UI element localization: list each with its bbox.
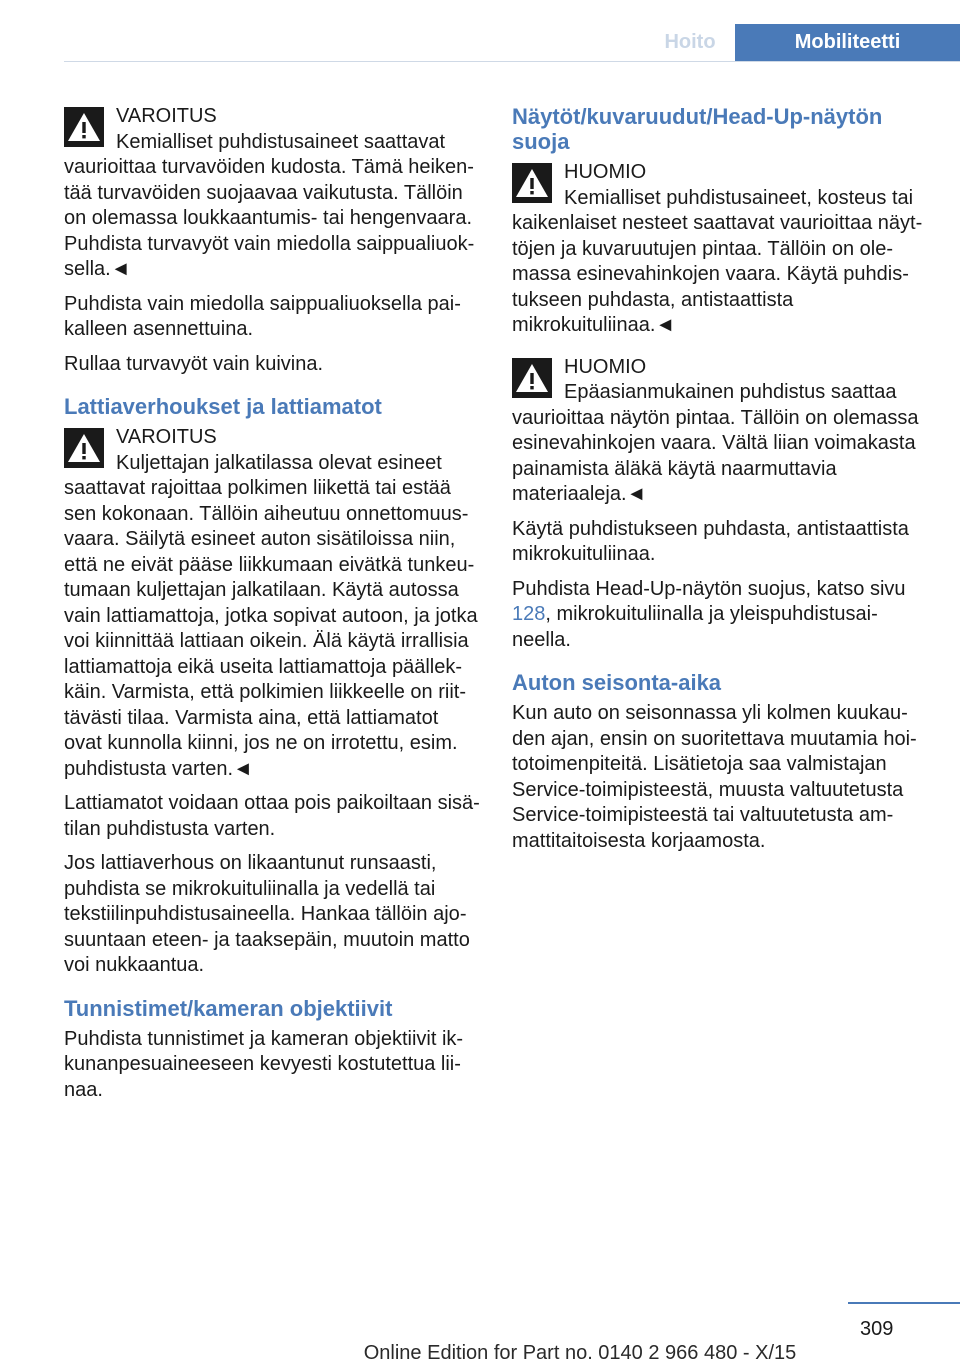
warning-label: VAROITUS [116,426,217,448]
warning-first-line: Kemialliset puhdistusaineet saattavat [116,130,446,153]
tab-hoito[interactable]: Hoito [664,31,716,53]
header-rule [64,61,960,62]
notice-label: HUOMIO [564,161,647,183]
warning-floor-mats [64,425,480,782]
paragraph-text: Puhdista Head-Up-näytön suojus, katso sivu [512,577,906,600]
paragraph: Jos lattiaverhous on likaantunut runsaasti, puhdista se mikrokuituliinalla ja vedellä tai tekstiilinpuhdistusaineella. Hankaa tällöin ajosuuntaan eteen- ja taaksepäin, muutoin matto voi nukkaantua. [64,852,470,976]
warning-label: VAROITUS [116,105,217,127]
warning-text: saattavat rajoittaa polkimen liikettä tai estää sen kokonaan. Tällöin aiheutuu onnettomuusvaara. Säilytä esineet auton sisätiloissa niin, että ne eivät pääse liikkumaan eivätkä tunkeutumaan kuljettajan jalkatilaan. Käytä autossa vain lattiamattoja, jotka sopivat autoon, ja jotka voi kiinnittää lattiaan oikein. Älä käytä irrallisia lattiamattoja eikä useita lattiamattoja päällekkäin. Varmista, että polkimien liikkeelle on riittävästi tilaa. Varmista aina, että lattiamatot ovat kunnolla kiinni, jos ne on irrotettu, esim. puhdistusta varten.◄ [64,477,478,780]
notice-label: HUOMIO [564,355,647,378]
section-heading-sensors: Tunnistimet/kameran objektiivit [64,995,393,1021]
notice-text: vaurioittaa näytön pintaa. Tällöin on olemassa esinevahinkojen vaara. Vältä liian voimakasta painamista äläkä käytä naarmuttavia materiaaleja.◄ [512,406,919,505]
paragraph: Käytä puhdistukseen puhdasta, antistaattista mikrokuituliinaa. [512,517,909,565]
section-heading-displays: Näytöt/kuvaruudut/Head-Up-näytön suoja [512,104,883,154]
notice-improper-cleaning [512,355,924,508]
paragraph-text: , mikrokuituliinalla ja yleispuhdistusaineella. [512,603,878,651]
paragraph: Puhdista tunnistimet ja kameran objektiivit ikkunanpesuaineeseen kevyesti kostutettua liinaa. [64,1027,464,1101]
section-heading-floor-mats: Lattiaverhoukset ja lattiamatot [64,394,382,419]
warning-text: vaurioittaa turvavöiden kudosta. Tämä heikentää turvavöiden suojaavaa vaikutusta. Tällöin on olemassa loukkaantumis- tai hengenvaara. Puhdista turvavyöt vain miedolla saippualiuoksella.◄ [64,156,475,280]
paragraph: Puhdista vain miedolla saippualiuoksella paikalleen asennettuina. [64,292,461,340]
left-column [64,104,480,1112]
notice-first-line: Kemialliset puhdistusaineet, kosteus tai [564,186,914,209]
notice-chemical-cleaners [512,160,924,339]
tab-mobiliteetti[interactable]: Mobiliteetti [735,24,960,61]
warning-triangle-icon [512,358,552,398]
footer-rule [848,1302,960,1304]
notice-first-line: Epäasianmukainen puhdistus saattaa [564,381,897,403]
warning-triangle-icon [512,163,552,203]
paragraph: Lattiamatot voidaan ottaa pois paikoiltaan sisätilan puhdistusta varten. [64,792,480,840]
section-heading-parking: Auton seisonta-aika [512,670,722,695]
warning-triangle-icon [64,428,104,468]
paragraph: Kun auto on seisonnassa yli kolmen kuukauden ajan, ensin on suoritettava muutamia hoitotoimenpiteitä. Lisätietoja saa valmistajan Service-toimipisteestä, muusta valtuutetusta Service-toimipisteestä tai valtuutetusta ammattitaitoisesta korjaamosta. [512,702,917,852]
paragraph: Rullaa turvavyöt vain kuivina. [64,352,324,375]
edition-text: Online Edition for Part no. 0140 2 966 480 - X/15 [363,1342,797,1364]
notice-text: kaikenlaiset nesteet saattavat vaurioittaa näyttöjen ja kuvaruutujen pintaa. Tällöin on olemassa esinevahinkojen vaara. Käytä puhdistukseen puhdasta, antistaattista mikrokuituliinaa.◄ [512,212,923,336]
warning-first-line: Kuljettajan jalkatilassa olevat esineet [116,451,442,474]
right-column [512,104,924,863]
page-number: 309 [860,1318,894,1340]
warning-triangle-icon [64,107,104,147]
page-link-128[interactable]: 128 [512,603,546,625]
warning-seatbelts [64,104,480,283]
paragraph-with-link [512,577,924,654]
